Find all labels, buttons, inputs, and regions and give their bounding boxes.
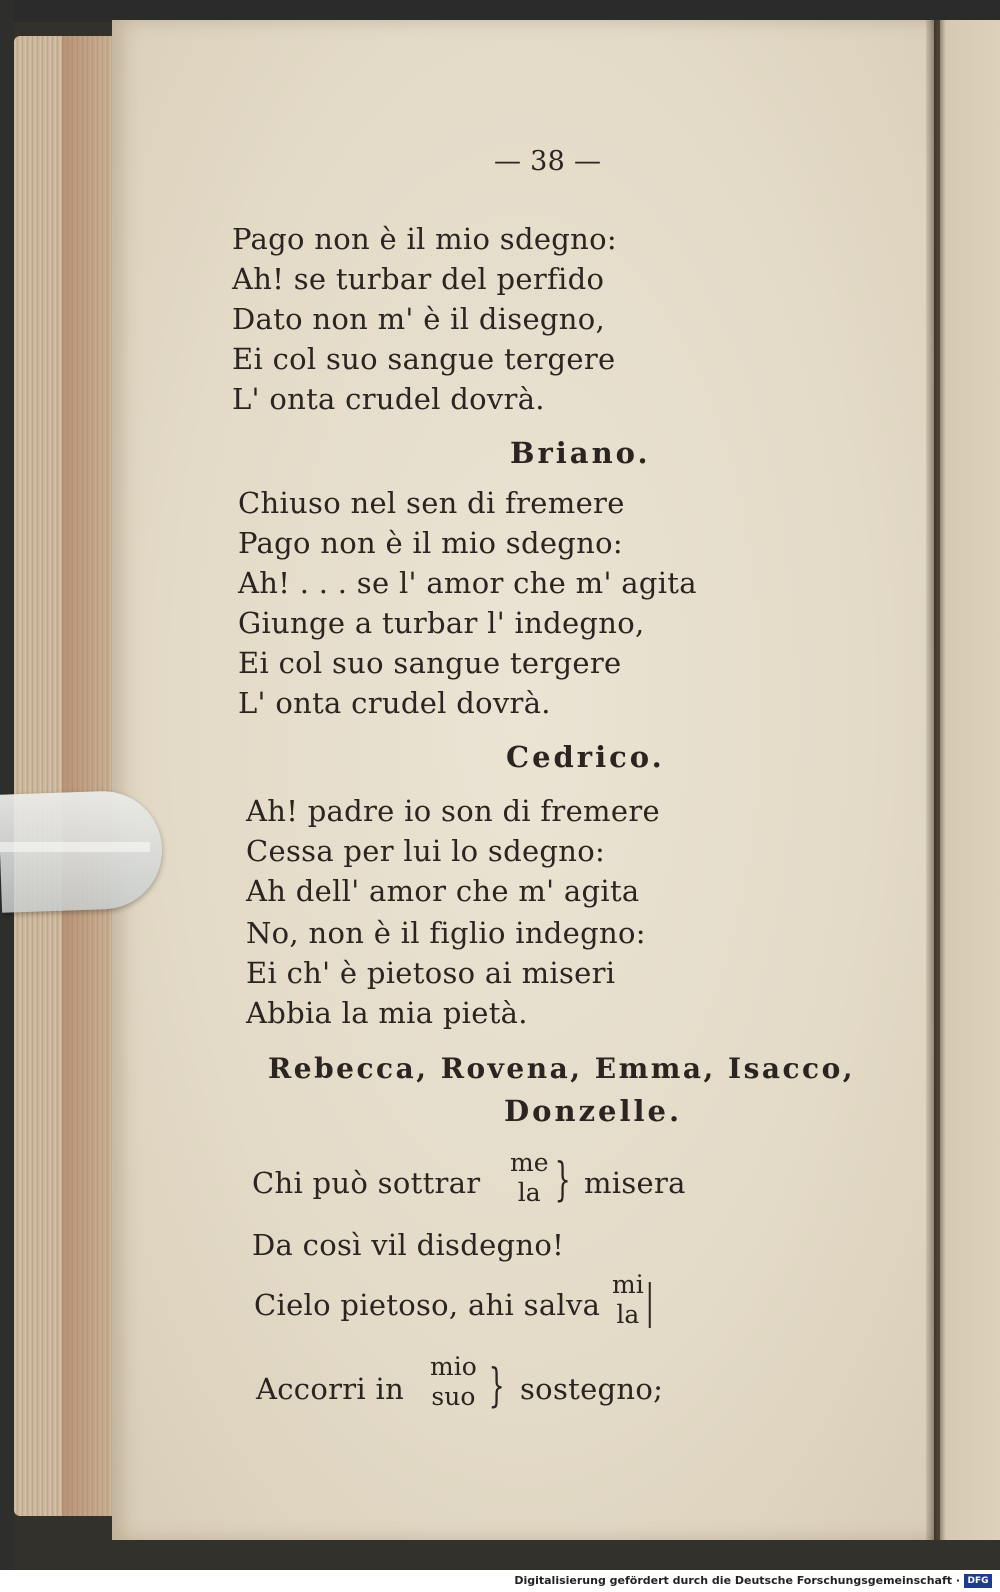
variant-top: me bbox=[510, 1148, 549, 1177]
variant-stack bbox=[510, 1148, 549, 1208]
book-gutter-shadow bbox=[926, 20, 940, 1540]
verse-line: Abbia la mia pietà. bbox=[246, 996, 528, 1030]
verse-line: Ei col suo sangue tergere bbox=[238, 646, 622, 680]
verse-line: Ah dell' amor che m' agita bbox=[246, 874, 640, 908]
speaker-name: Rebecca, Rovena, Emma, Isacco, bbox=[268, 1052, 855, 1085]
verse-line: No, non è il figlio indegno: bbox=[246, 916, 646, 950]
variant-bottom: la bbox=[616, 1300, 640, 1329]
verse-line: L' onta crudel dovrà. bbox=[232, 382, 545, 416]
curly-brace: } bbox=[488, 1358, 505, 1412]
funding-credit: Digitalisierung gefördert durch die Deutsche Forschungsgemeinschaft · bbox=[514, 1574, 960, 1587]
page-number: — 38 — bbox=[494, 146, 602, 177]
verse-line: Dato non m' è il disegno, bbox=[232, 302, 606, 336]
variant-bottom: la bbox=[517, 1178, 541, 1207]
verse-line: Ah! se turbar del perfido bbox=[232, 262, 605, 296]
variant-top: mio bbox=[430, 1352, 477, 1381]
verse-line: Da così vil disdegno! bbox=[252, 1228, 565, 1262]
dfg-logo: DFG bbox=[964, 1574, 992, 1588]
speaker-name: Cedrico. bbox=[506, 740, 665, 774]
verse-line: Ah! padre io son di fremere bbox=[246, 794, 660, 828]
verse-line: Ei col suo sangue tergere bbox=[232, 342, 616, 376]
scanner-left-border bbox=[0, 0, 14, 1570]
verse-line: Accorri in bbox=[256, 1372, 405, 1406]
scanner-top-border bbox=[0, 0, 1000, 22]
verse-line: Ei ch' è pietoso ai miseri bbox=[246, 956, 616, 990]
verse-line: misera bbox=[584, 1166, 686, 1200]
verse-line: Giunge a turbar l' indegno, bbox=[238, 606, 645, 640]
curly-brace: } bbox=[554, 1152, 571, 1206]
curly-brace: | bbox=[645, 1274, 655, 1328]
verse-line: Cielo pietoso, ahi salva bbox=[254, 1288, 601, 1322]
facing-page-edge bbox=[934, 20, 1000, 1540]
clip-highlight bbox=[0, 842, 150, 852]
variant-stack bbox=[430, 1352, 477, 1412]
verse-line: sostegno; bbox=[520, 1372, 664, 1406]
verse-line: Cessa per lui lo sdegno: bbox=[246, 834, 606, 868]
verse-line: Chi può sottrar bbox=[252, 1166, 481, 1200]
speaker-name-continued: Donzelle. bbox=[504, 1094, 683, 1128]
speaker-name: Briano. bbox=[510, 436, 651, 470]
variant-stack bbox=[612, 1270, 644, 1330]
verse-line: Chiuso nel sen di fremere bbox=[238, 486, 625, 520]
verse-line: Pago non è il mio sdegno: bbox=[232, 222, 617, 256]
verse-line: Pago non è il mio sdegno: bbox=[238, 526, 623, 560]
verse-line: L' onta crudel dovrà. bbox=[238, 686, 551, 720]
verse-line: Ah! . . . se l' amor che m' agita bbox=[238, 566, 697, 600]
variant-bottom: suo bbox=[431, 1382, 476, 1411]
variant-top: mi bbox=[612, 1270, 644, 1299]
